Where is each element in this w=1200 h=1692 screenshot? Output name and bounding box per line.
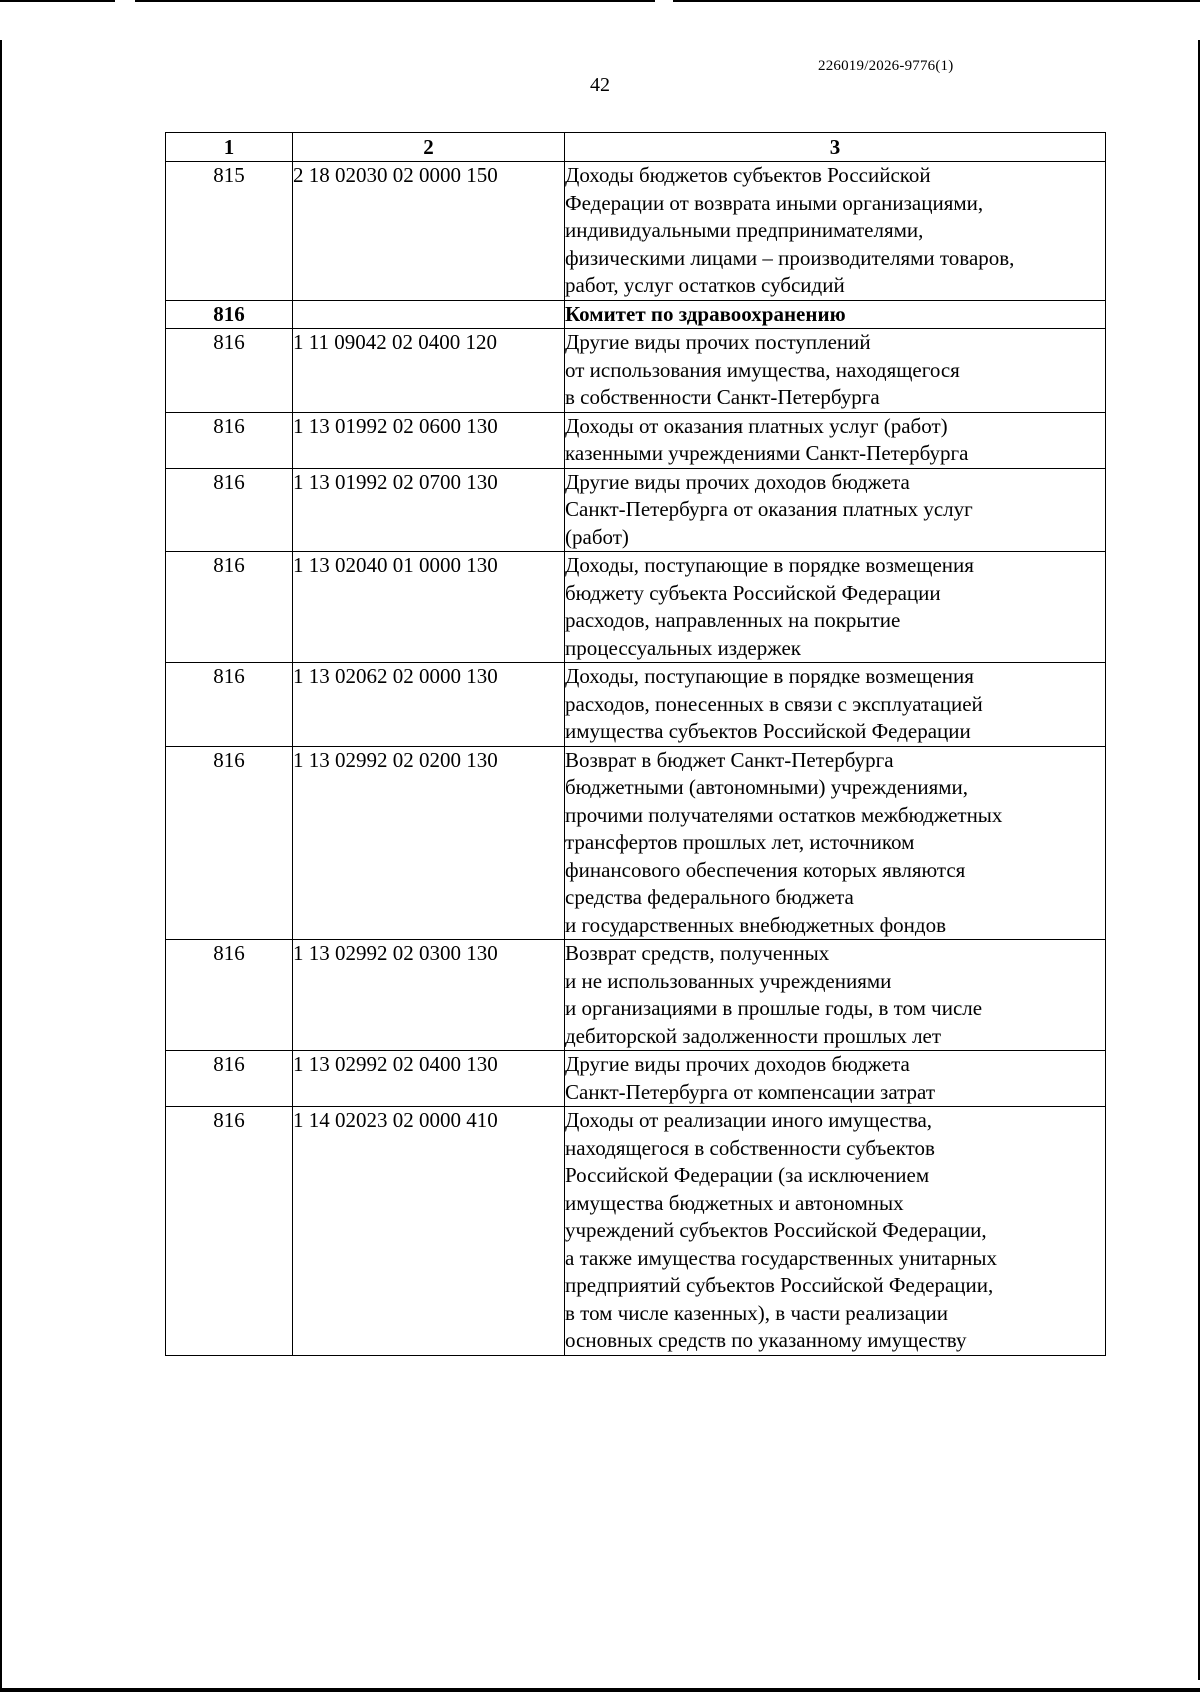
revenue-description-cell: [565, 412, 1106, 468]
budget-code-cell: 1 13 02062 02 0000 130: [293, 663, 565, 747]
description-line: работ, услуг остатков субсидий: [565, 273, 845, 297]
description-line: Возврат средств, полученных: [565, 941, 830, 965]
description-line: основных средств по указанному имуществу: [565, 1328, 967, 1352]
budget-code-cell: 1 13 02992 02 0200 130: [293, 746, 565, 940]
description-line: Возврат в бюджет Санкт-Петербурга: [565, 747, 894, 772]
scan-edge-left: [0, 40, 2, 1690]
table-row: [166, 300, 1106, 329]
budget-code-cell: 1 13 02992 02 0300 130: [293, 940, 565, 1051]
description-line: Доходы бюджетов субъектов Российской: [565, 163, 931, 187]
budget-code-cell: 1 13 02040 01 0000 130: [293, 552, 565, 663]
description-line: бюджету субъекта Российской Федерации: [565, 580, 941, 605]
column-header-2: 2: [293, 133, 565, 162]
description-line: и организациями в прошлые годы, в том числе: [565, 996, 983, 1020]
description-line: Доходы, поступающие в порядке возмещения: [565, 553, 974, 577]
revenue-description-cell: [565, 1051, 1106, 1107]
description-line: Доходы от реализации иного имущества,: [565, 1108, 933, 1132]
budget-code-cell: 1 13 01992 02 0700 130: [293, 468, 565, 552]
table-row: [166, 940, 1106, 1051]
document-registration-number: 226019/2026-9776(1): [818, 58, 954, 74]
description-line: Санкт-Петербурга от оказания платных услуг: [565, 497, 973, 521]
scan-edge-top: [0, 0, 1200, 2]
description-line: и государственных внебюджетных фондов: [565, 912, 947, 937]
scan-edge-gap: [655, 0, 673, 2]
admin-code-cell: 816: [166, 300, 293, 329]
description-line: финансового обеспечения которых являются: [565, 857, 966, 882]
budget-code-cell: 1 11 09042 02 0400 120: [293, 329, 565, 413]
admin-code-cell: 815: [166, 162, 293, 301]
budget-code-cell: 2 18 02030 02 0000 150: [293, 162, 565, 301]
admin-code-cell: 816: [166, 663, 293, 747]
admin-code-cell: 816: [166, 1107, 293, 1356]
description-line: в собственности Санкт-Петербурга: [565, 385, 880, 409]
column-header-1: 1: [166, 133, 293, 162]
table-row: [166, 663, 1106, 747]
description-line: а также имущества государственных унитарных: [565, 1245, 997, 1270]
description-line: расходов, направленных на покрытие: [565, 608, 901, 632]
revenue-description-cell: [565, 1107, 1106, 1356]
revenue-description-cell: [565, 552, 1106, 663]
description-line: бюджетными (автономными) учреждениями,: [565, 775, 969, 799]
budget-code-cell: 1 13 01992 02 0600 130: [293, 412, 565, 468]
table-row: [166, 468, 1106, 552]
admin-code-cell: 816: [166, 412, 293, 468]
table-header-row: [166, 133, 1106, 162]
description-line: Федерации от возврата иными организациями,: [565, 190, 984, 215]
description-line: физическими лицами – производителями товаров,: [565, 245, 1015, 270]
table-row: [166, 1051, 1106, 1107]
description-line: и не использованных учреждениями: [565, 968, 892, 993]
description-line: расходов, понесенных в связи с эксплуатацией: [565, 691, 983, 716]
description-line: дебиторской задолженности прошлых лет: [565, 1023, 942, 1048]
table-row: [166, 329, 1106, 413]
description-line: Доходы, поступающие в порядке возмещения: [565, 664, 974, 688]
budget-classification-table: [165, 132, 1106, 1356]
description-line: Другие виды прочих доходов бюджета: [565, 1052, 910, 1076]
description-line: имущества бюджетных и автономных: [565, 1190, 904, 1215]
scan-edge-gap: [115, 0, 135, 2]
description-line: предприятий субъектов Российской Федерации,: [565, 1273, 994, 1297]
scan-edge-bottom: [0, 1688, 1200, 1692]
column-header-3: 3: [565, 133, 1106, 162]
description-line: (работ): [565, 524, 629, 549]
admin-code-cell: 816: [166, 1051, 293, 1107]
revenue-description-cell: [565, 329, 1106, 413]
description-line: Другие виды прочих доходов бюджета: [565, 469, 910, 494]
description-line: индивидуальными предпринимателями,: [565, 218, 924, 242]
description-line: прочими получателями остатков межбюджетных: [565, 802, 1003, 827]
page-number: 42: [590, 74, 610, 96]
admin-code-cell: 816: [166, 329, 293, 413]
table-row: [166, 162, 1106, 301]
description-line: процессуальных издержек: [565, 635, 801, 660]
description-line: учреждений субъектов Российской Федерации,: [565, 1218, 987, 1242]
description-line: Комитет по здравоохранению: [565, 301, 846, 326]
budget-code-cell: 1 13 02992 02 0400 130: [293, 1051, 565, 1107]
revenue-description-cell: [565, 300, 1106, 329]
admin-code-cell: 816: [166, 552, 293, 663]
description-line: от использования имущества, находящегося: [565, 357, 960, 382]
description-line: средства федерального бюджета: [565, 885, 854, 909]
revenue-description-cell: [565, 940, 1106, 1051]
table-row: [166, 412, 1106, 468]
description-line: в том числе казенных), в части реализации: [565, 1300, 948, 1325]
table-row: [166, 1107, 1106, 1356]
description-line: Доходы от оказания платных услуг (работ): [565, 413, 948, 438]
admin-code-cell: 816: [166, 468, 293, 552]
revenue-description-cell: [565, 468, 1106, 552]
description-line: Санкт-Петербурга от компенсации затрат: [565, 1079, 936, 1104]
budget-code-cell: [293, 300, 565, 329]
table-row: [166, 552, 1106, 663]
budget-code-cell: 1 14 02023 02 0000 410: [293, 1107, 565, 1356]
table-row: [166, 746, 1106, 940]
revenue-description-cell: [565, 746, 1106, 940]
description-line: имущества субъектов Российской Федерации: [565, 719, 971, 743]
revenue-description-cell: [565, 162, 1106, 301]
description-line: казенными учреждениями Санкт-Петербурга: [565, 441, 969, 465]
description-line: Российской Федерации (за исключением: [565, 1163, 930, 1187]
table-body: [166, 162, 1106, 1356]
description-line: находящегося в собственности субъектов: [565, 1135, 935, 1160]
description-line: Другие виды прочих поступлений: [565, 330, 871, 354]
admin-code-cell: 816: [166, 746, 293, 940]
revenue-description-cell: [565, 663, 1106, 747]
description-line: трансфертов прошлых лет, источником: [565, 830, 915, 854]
admin-code-cell: 816: [166, 940, 293, 1051]
